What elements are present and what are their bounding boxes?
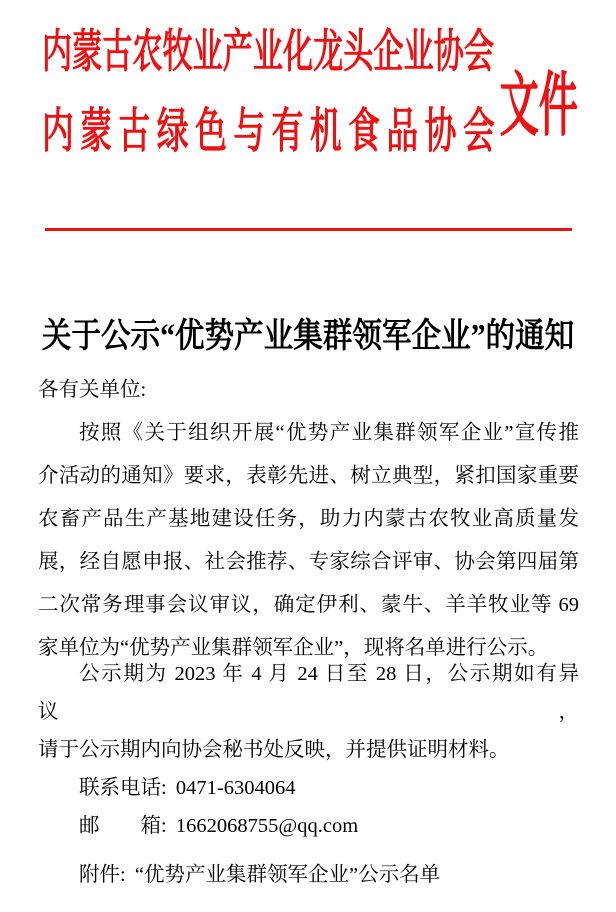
body-block-upper: [38, 369, 579, 670]
text-line: 公示期为 2023 年 4 月 24 日至 28 日，公示期如有异议，: [38, 663, 579, 723]
text-line: 按照《关于组织开展“优势产业集群领军企业”宣传推: [79, 422, 579, 444]
attachment-name: “优势产业集群领军企业”公示名单: [134, 864, 441, 886]
attachment-label: 附件:: [79, 864, 126, 886]
letterhead-doc-type-label: 文件: [499, 68, 578, 145]
body-block-lower: [38, 655, 579, 845]
attachment-block: [38, 856, 579, 894]
text-line: 二次常务理事会议审议，确定伊利、蒙牛、羊羊牧业等 69: [38, 594, 579, 616]
email-address: 1662068755@qq.com: [175, 815, 359, 837]
text-line: 展，经自愿申报、社会推荐、专家综合评审、协会第四届第: [38, 551, 579, 573]
text-line: 请于公示期内向协会秘书处反映，并提供证明材料。: [38, 739, 510, 761]
letterhead-org-name-secondary: 内蒙古绿色与有机食品协会: [42, 105, 502, 158]
text-line: 家单位为“优势产业集群领军企业”，现将名单进行公示。: [38, 637, 549, 659]
paragraph-2: [38, 655, 579, 769]
attachment-line: [38, 856, 579, 894]
phone-line: [38, 769, 579, 807]
notice-title-text: 关于公示“优势产业集群领军企业”的通知: [41, 318, 575, 355]
notice-title: [0, 314, 616, 360]
salutation: 各有关单位:: [38, 379, 147, 401]
red-divider-line: [45, 228, 572, 231]
email-line: [38, 807, 579, 845]
paragraph-1: [38, 412, 579, 670]
phone-number: 0471-6304064: [175, 777, 296, 799]
text-line: 农畜产品生产基地建设任务，助力内蒙古农牧业高质量发: [38, 508, 579, 530]
text-line: 介活动的通知》要求，表彰先进、树立典型，紧扣国家重要: [38, 465, 579, 487]
email-label: 邮 箱:: [79, 815, 167, 837]
phone-label: 联系电话:: [79, 777, 167, 799]
letterhead-org-name-primary: 内蒙古农牧业产业化龙头企业协会: [42, 26, 494, 77]
